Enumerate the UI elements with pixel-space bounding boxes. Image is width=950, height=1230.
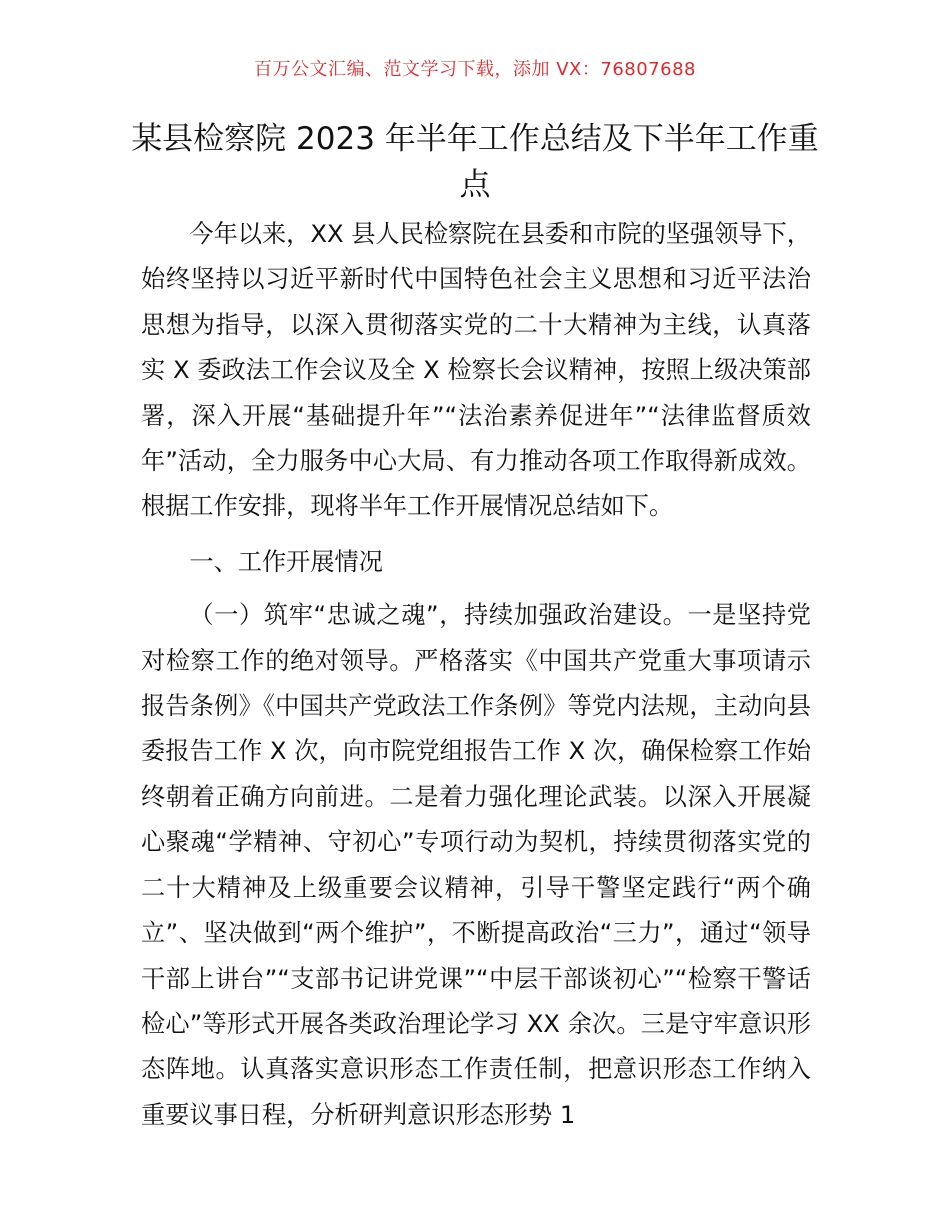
document-title: 某县检察院 2023 年半年工作总结及下半年工作重点 bbox=[131, 121, 819, 203]
document-body bbox=[141, 212, 811, 1138]
intro-paragraph: 今年以来，XX 县人民检察院在县委和市院的坚强领导下，始终坚持以习近平新时代中国特色社会主义思想和习近平法治思想为指导，以深入贯彻落实党的二十大精神为主线，认真落实 X 委政法工作会议及全 X 检察长会议精神，按照上级决策部署，深入开展“基础提升年”“法治素养促进年”“法律监督质效年”活动，全力服务中心大局、有力推动各项工作取得新成效。根据工作安排，现将半年工作开展情况总结如下。 bbox=[141, 220, 811, 521]
section-heading-1: 一、工作开展情况 bbox=[189, 547, 383, 576]
watermark-header: 百万公文汇编、范文学习下载，添加 VX：76807688 bbox=[254, 59, 696, 80]
section-1-paragraph-1: （一）筑牢“忠诚之魂”，持续加强政治建设。一是坚持党对检察工作的绝对领导。严格落实《中国共产党重大事项请示报告条例》《中国共产党政法工作条例》等党内法规，主动向县委报告工作 X 次，向市院党组报告工作 X 次，确保检察工作始终朝着正确方向前进。二是着力强化理论武装。以深入开展凝心聚魂“学精神、守初心”专项行动为契机，持续贯彻落实党的二十大精神及上级重要会议精神，引导干警坚定践行“两个确立”、坚决做到“两个维护”，不断提高政治“三力”，通过“领导干部上讲台”“支部书记讲党课”“中层干部谈初心”“检察干警话检心”等形式开展各类政治理论学习 XX 余次。三是守牢意识形态阵地。认真落实意识形态工作责任制，把意识形态工作纳入重要议事日程，分析研判意识形态形势 1 bbox=[141, 601, 811, 1129]
